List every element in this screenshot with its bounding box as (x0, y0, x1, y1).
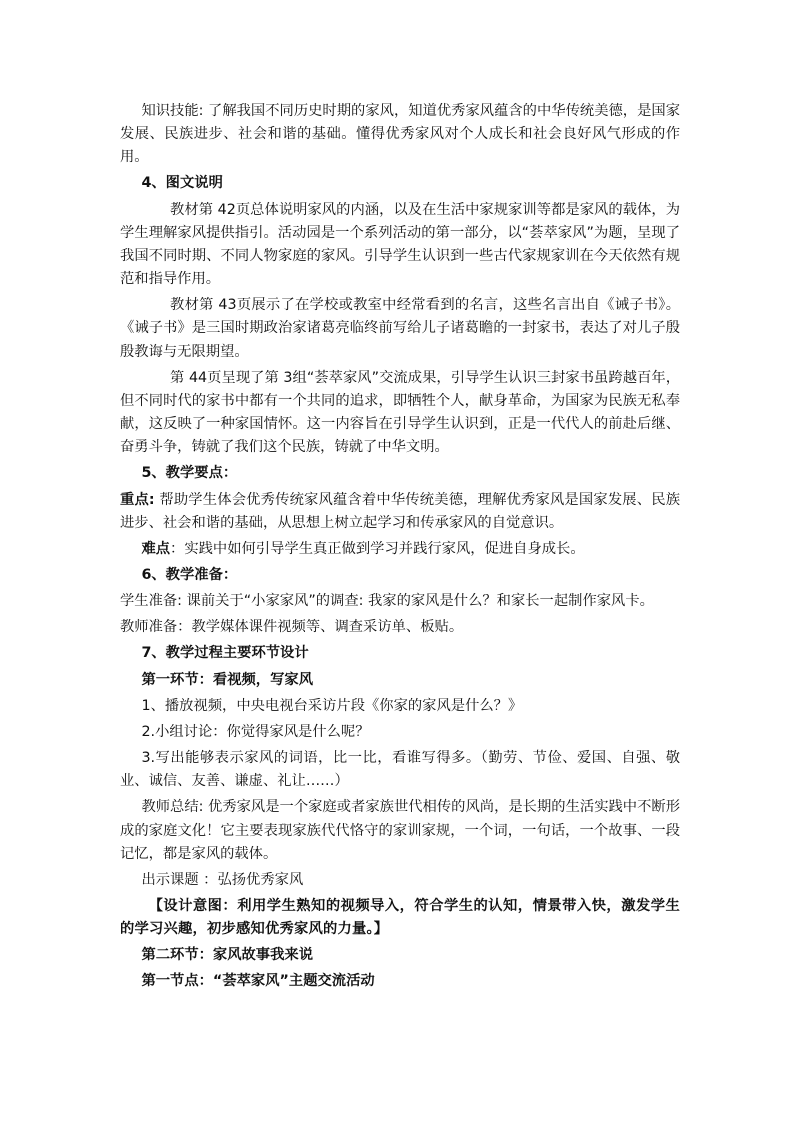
teacher-prep-paragraph: 教师准备：教学媒体课件视频等、调查采访单、板贴。 (120, 619, 464, 636)
section-heading-7: 7、教学过程主要环节设计 (141, 645, 309, 662)
illustration-paragraph-2: 教材第 43页展示了在学校或教室中经常看到的名言，这些名言出自《诫子书》。《诫子书》是三国时期政治家诸葛亮临终前写给儿子诸葛瞻的一封家书，表达了对儿子殷殷教诲与无限期望。 (120, 297, 680, 360)
key-point-text: 帮助学生体会优秀传统家风蕴含着中华传统美德，理解优秀家风是国家发展、民族进步、社会和谐的基础，从思想上树立起学习和传承家风的自觉意识。 (120, 491, 680, 531)
student-prep-paragraph: 学生准备: 课前关于“小家家风”的调查: 我家的家风是什么？和家长一起制作家风卡。 (120, 593, 654, 610)
section-heading-5: 5、教学要点： (141, 465, 238, 482)
key-point-label: 重点: (120, 491, 155, 508)
section-heading-4: 4、图文说明 (141, 175, 223, 192)
document-body (120, 100, 680, 997)
lesson-title-line: 出示课题 ：弘扬优秀家风 (141, 871, 304, 888)
knowledge-skills-paragraph: 知识技能: 了解我国不同历史时期的家风，知道优秀家风蕴含的中华传统美德，是国家发展、民族进步、社会和谐的基础。懂得优秀家风对个人成长和社会良好风气形成的作用。 (120, 103, 680, 166)
key-point-paragraph (120, 489, 680, 535)
node-1-heading: 第一节点：“荟萃家风”主题交流活动 (141, 973, 375, 990)
difficulty-label: 难点 (141, 540, 171, 557)
step-1: 1、播放视频，中央电视台采访片段《你家的家风是什么？》 (141, 697, 523, 714)
stage-2-heading: 第二环节：家风故事我来说 (141, 947, 313, 964)
difficulty-text: ：实践中如何引导学生真正做到学习并践行家风，促进自身成长。 (170, 540, 585, 557)
illustration-paragraph-3: 第 44页呈现了第 3组“荟萃家风”交流成果，引导学生认识三封家书虽跨越百年，但不同时代的家书中都有一个共同的追求，即牺牲个人，献身革命，为国家为民族无私奉献，这反映了一种家国情怀。这一内容旨在引导学生认识到，正是一代代人的前赴后继、奋勇斗争，铸就了我们这个民族，铸就了中华文明。 (120, 369, 680, 456)
section-heading-6: 6、教学准备： (141, 566, 238, 583)
design-intent-note: 【设计意图：利用学生熟知的视频导入，符合学生的认知，情景带入快，激发学生的学习兴趣，初步感知优秀家风的力量。】 (120, 898, 680, 938)
teacher-summary-paragraph: 教师总结: 优秀家风是一个家庭或者家族世代相传的风尚，是长期的生活实践中不断形成的家庭文化！它主要表现家族代代恪守的家训家规，一个词，一句话，一个故事、一段记忆，都是家风的载体。 (120, 799, 680, 862)
step-3: 3.写出能够表示家风的词语，比一比，看谁写得多。（勤劳、节俭、爱国、自强、敬业、诚信、友善、谦虚、礼让……） (120, 750, 680, 790)
difficulty-paragraph (120, 538, 680, 561)
step-2: 2.小组讨论：你觉得家风是什么呢？ (141, 723, 370, 740)
stage-1-heading: 第一环节：看视频，写家风 (141, 671, 313, 688)
illustration-paragraph-1: 教材第 42页总体说明家风的内涵，以及在生活中家规家训等都是家风的载体，为学生理解家风提供指引。活动园是一个系列活动的第一部分，以“荟萃家风”为题，呈现了我国不同时期、不同人物家庭的家风。引导学生认识到一些古代家规家训在今天依然有规范和指导作用。 (120, 201, 680, 288)
